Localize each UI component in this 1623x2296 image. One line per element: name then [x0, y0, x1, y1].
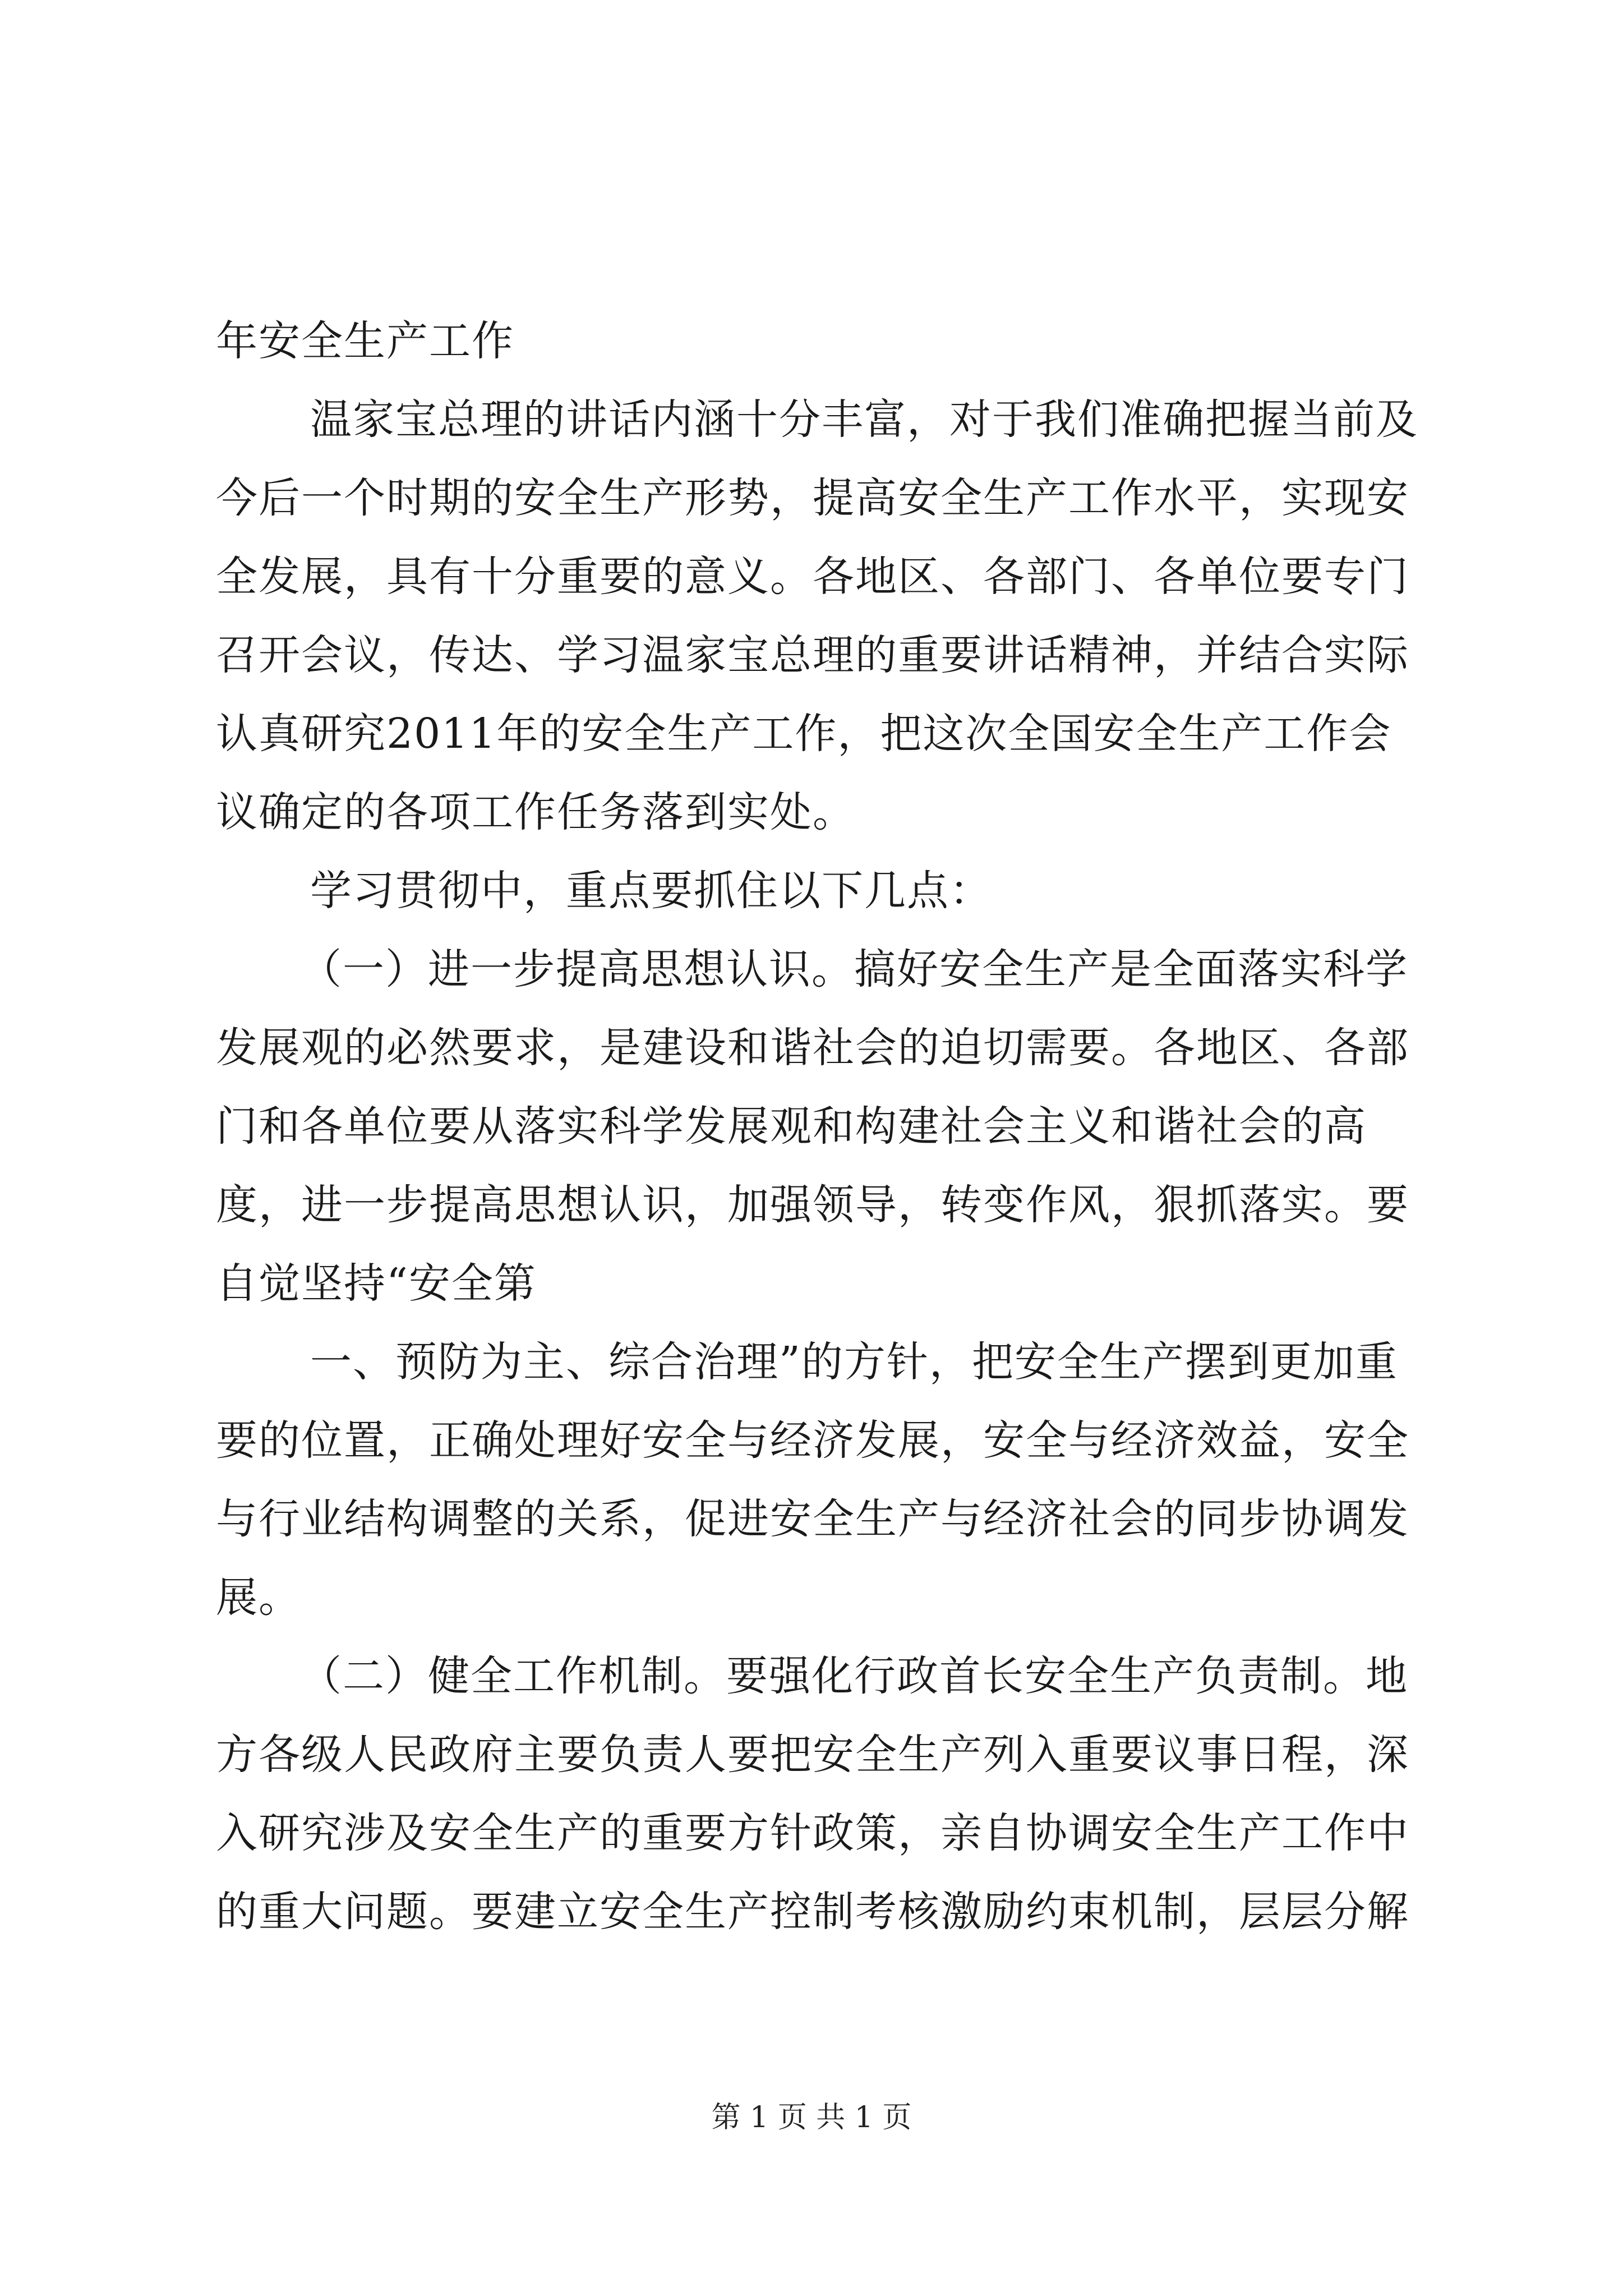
text-line: 门和各单位要从落实科学发展观和构建社会主义和谐社会的高 [216, 1102, 1367, 1151]
text-line: 温家宝总理的讲话内涵十分丰富，对于我们准确把握当前及 [310, 395, 1418, 444]
text-line: 发展观的必然要求，是建设和谐社会的迫切需要。各地区、各部 [216, 1024, 1409, 1072]
text-line: 年安全生产工作 [216, 317, 514, 365]
document-body [216, 302, 1427, 1951]
text-line: 认真研究2011年的安全生产工作，把这次全国安全生产工作会 [216, 710, 1392, 758]
text-line: 自觉坚持“安全第 [216, 1259, 537, 1308]
text-line: 今后一个时期的安全生产形势，提高安全生产工作水平，实现安 [216, 474, 1409, 522]
text-line: （一）进一步提高思想认识。搞好安全生产是全面落实科学 [300, 945, 1408, 993]
text-line: 方各级人民政府主要负责人要把安全生产列入重要议事日程，深 [216, 1731, 1409, 1779]
text-line: 议确定的各项工作任务落到实处。 [216, 788, 855, 836]
text-line: 的重大问题。要建立安全生产控制考核激励约束机制，层层分解 [216, 1888, 1409, 1936]
text-line: 全发展，具有十分重要的意义。各地区、各部门、各单位要专门 [216, 553, 1409, 601]
text-line: 与行业结构调整的关系，促进安全生产与经济社会的同步协调发 [216, 1495, 1409, 1543]
text-line: 召开会议，传达、学习温家宝总理的重要讲话精神，并结合实际 [216, 631, 1409, 679]
text-line: 度，进一步提高思想认识，加强领导，转变作风，狠抓落实。要 [216, 1181, 1409, 1229]
text-line: 入研究涉及安全生产的重要方针政策，亲自协调安全生产工作中 [216, 1809, 1409, 1857]
text-line: 学习贯彻中，重点要抓住以下几点： [310, 867, 992, 915]
text-line: 要的位置，正确处理好安全与经济发展，安全与经济效益，安全 [216, 1416, 1409, 1465]
text-line: （二）健全工作机制。要强化行政首长安全生产负责制。地 [300, 1652, 1408, 1700]
page-number-footer: 第 1 页 共 1 页 [711, 2101, 912, 2134]
text-line: 展。 [216, 1573, 301, 1622]
text-line: 一、预防为主、综合治理”的方针，把安全生产摆到更加重 [310, 1338, 1398, 1386]
